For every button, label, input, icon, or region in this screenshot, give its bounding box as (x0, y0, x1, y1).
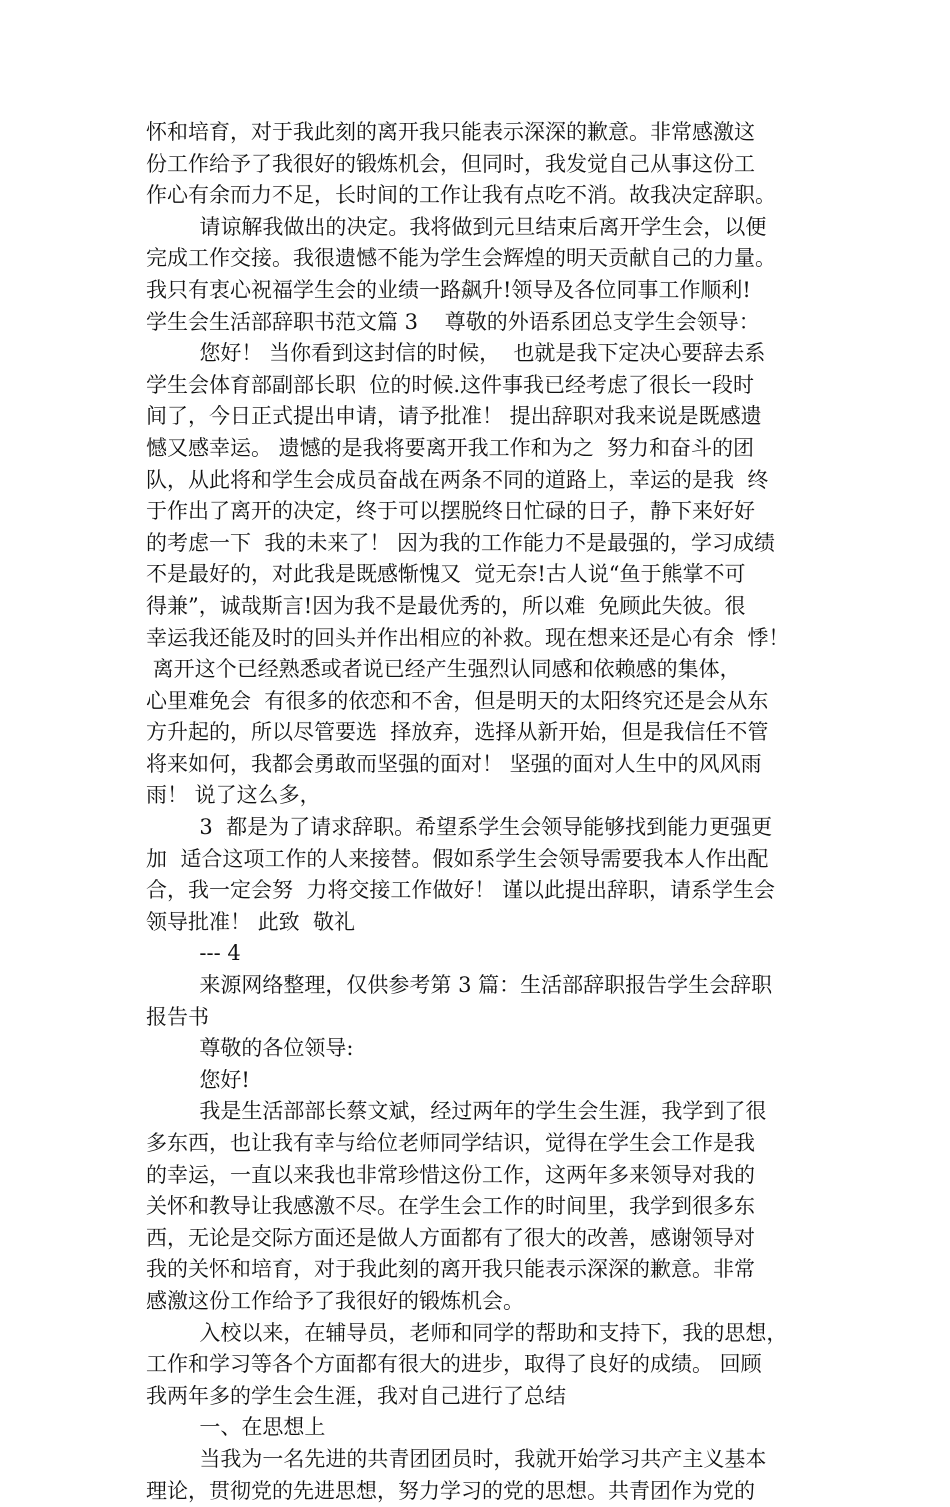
text-line: 感激这份工作给予了我很好的锻炼机会。 (146, 1288, 524, 1313)
text-line: 作心有余而力不足，长时间的工作让我有点吃不消。故我决定辞职。 (146, 183, 776, 208)
text-line: 的考虑一下 我的未来了！ 因为我的工作能力不是最强的，学习成绩 (146, 530, 776, 555)
text-line: 您好！ 当你看到这封信的时候， 也就是我下定决心要辞去系 (146, 341, 766, 366)
text-line: 幸运我还能及时的回头并作出相应的补救。现在想来还是心有余 悸！ (146, 625, 790, 650)
text-line: 我的关怀和培育，对于我此刻的离开我只能表示深深的歉意。非常 (146, 1257, 755, 1282)
text-line: 学生会体育部副部长职 位的时候.这件事我已经考虑了很长一段时 (146, 372, 755, 397)
text-line: 3 都是为了请求辞职。希望系学生会领导能够找到能力更强更 (146, 815, 773, 840)
text-line: 多东西，也让我有幸与给位老师同学结识，觉得在学生会工作是我 (146, 1131, 755, 1155)
text-line: 不是最好的，对此我是既感惭愧又 觉无奈!古人说“鱼于熊掌不可 (146, 562, 746, 587)
text-line: 理论，贯彻党的先进思想，努力学习的党的思想。共青团作为党的 (146, 1478, 755, 1503)
text-line: 得兼”，诚哉斯言!因为我不是最优秀的，所以难 免顾此失彼。很 (146, 593, 746, 618)
text-line: 我是生活部部长蔡文斌，经过两年的学生会生涯，我学到了很 (146, 1099, 767, 1124)
text-line: 将来如何，我都会勇敢而坚强的面对！ 坚强的面对人生中的风风雨 (146, 751, 762, 776)
text-line: 我两年多的学生会生涯，我对自己进行了总结 (146, 1383, 566, 1408)
text-line: 的幸运，一直以来我也非常珍惜这份工作，这两年多来领导对我的 (146, 1162, 755, 1187)
text-line: 完成工作交接。我很遗憾不能为学生会辉煌的明天贡献自己的力量。 (146, 246, 776, 271)
text-line: --- 4 (146, 941, 241, 966)
text-line: 尊敬的各位领导: (146, 1036, 354, 1061)
text-line: 憾又感幸运。 遗憾的是我将要离开我工作和为之 努力和奋斗的团 (146, 435, 755, 460)
text-line: 当我为一名先进的共青团团员时，我就开始学习共产主义基本 (146, 1446, 767, 1471)
text-line: 您好! (146, 1067, 250, 1092)
document-body (146, 117, 836, 1507)
text-line: 工作和学习等各个方面都有很大的进步，取得了良好的成绩。 回顾 (146, 1352, 762, 1377)
text-line: 领导批准！ 此致 敬礼 (146, 909, 356, 934)
text-line: 学生会生活部辞职书范文篇 3 尊敬的外语系团总支学生会领导： (146, 309, 760, 334)
text-line: 心里难免会 有很多的依恋和不舍，但是明天的太阳终究还是会从东 (146, 688, 769, 713)
text-line: 合，我一定会努 力将交接工作做好！ 谨以此提出辞职，请系学生会 (146, 878, 776, 903)
text-line: 离开这个已经熟悉或者说已经产生强烈认同感和依赖感的集体， (146, 657, 741, 682)
text-line: 怀和培育，对于我此刻的离开我只能表示深深的歉意。非常感激这 (146, 120, 755, 144)
text-line: 加 适合这项工作的人来接替。假如系学生会领导需要我本人作出配 (146, 846, 769, 871)
text-line: 于作出了离开的决定，终于可以摆脱终日忙碌的日子，静下来好好 (146, 499, 755, 524)
text-line: 西，无论是交际方面还是做人方面都有了很大的改善，感谢领导对 (146, 1225, 755, 1250)
text-line: 一、在思想上 (146, 1415, 326, 1440)
text-line: 报告书 (146, 1004, 209, 1029)
text-line: 来源网络整理，仅供参考第 3 篇：生活部辞职报告学生会辞职 (146, 973, 773, 998)
text-line: 入校以来，在辅导员，老师和同学的帮助和支持下，我的思想， (146, 1320, 788, 1345)
text-line: 方升起的，所以尽管要选 择放弃，选择从新开始，但是我信任不管 (146, 720, 769, 745)
text-line: 队，从此将和学生会成员奋战在两条不同的道路上，幸运的是我 终 (146, 467, 769, 492)
text-line: 雨！ 说了这么多， (146, 783, 321, 808)
text-line: 份工作给予了我很好的锻炼机会，但同时，我发觉自己从事这份工 (146, 151, 755, 176)
text-line: 我只有衷心祝福学生会的业绩一路飙升!领导及各位同事工作顺利! (146, 277, 751, 302)
text-line: 间了，今日正式提出申请，请予批准！ 提出辞职对我来说是既感遗 (146, 404, 762, 429)
text-line: 请谅解我做出的决定。我将做到元旦结束后离开学生会，以便 (146, 214, 767, 239)
text-line: 关怀和教导让我感激不尽。在学生会工作的时间里，我学到很多东 (146, 1194, 755, 1219)
